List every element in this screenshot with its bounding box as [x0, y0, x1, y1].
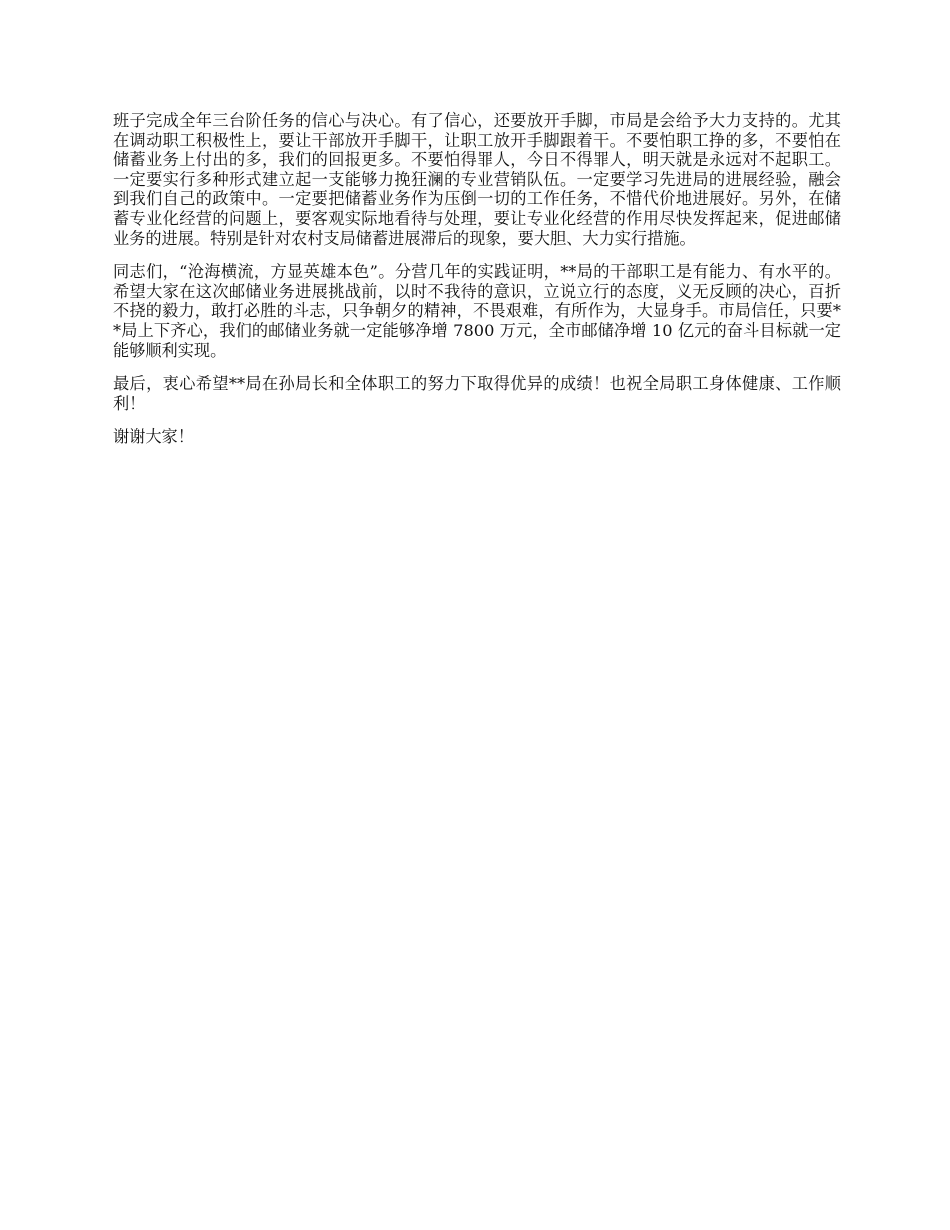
paragraph-call-to-action: 同志们，“沧海横流，方显英雄本色”。分营几年的实践证明，**局的干部职工是有能力、有水平的。希望大家在这次邮储业务进展挑战前，以时不我待的意识，立说立行的态度，义无反顾的决心，百折不挠的毅力，敢打必胜的斗志，只争朝夕的精神，不畏艰难，有所作为，大显身手。市局信任，只要**局上下齐心，我们的邮储业务就一定能够净增 7800 万元，全市邮储净增 10 亿元的奋斗目标就一定能够顺利实现。 [113, 262, 841, 360]
paragraph-thanks: 谢谢大家！ [113, 427, 194, 447]
paragraph-closing-wishes: 最后，衷心希望**局在孙局长和全体职工的努力下取得优异的成绩！也祝全局职工身体健康、工作顺利！ [113, 374, 841, 413]
document-page [113, 111, 841, 461]
paragraph-commitment: 班子完成全年三台阶任务的信心与决心。有了信心，还要放开手脚，市局是会给予大力支持的。尤其在调动职工积极性上，要让干部放开手脚干，让职工放开手脚跟着干。不要怕职工挣的多，不要怕在储蓄业务上付出的多，我们的回报更多。不要怕得罪人，今日不得罪人，明天就是永远对不起职工。一定要实行多种形式建立起一支能够力挽狂澜的专业营销队伍。一定要学习先进局的进展经验，融会到我们自己的政策中。一定要把储蓄业务作为压倒一切的工作任务，不惜代价地进展好。另外，在储蓄专业化经营的问题上，要客观实际地看待与处理，要让专业化经营的作用尽快发挥起来，促进邮储业务的进展。特别是针对农村支局储蓄进展滞后的现象，要大胆、大力实行措施。 [113, 111, 841, 248]
